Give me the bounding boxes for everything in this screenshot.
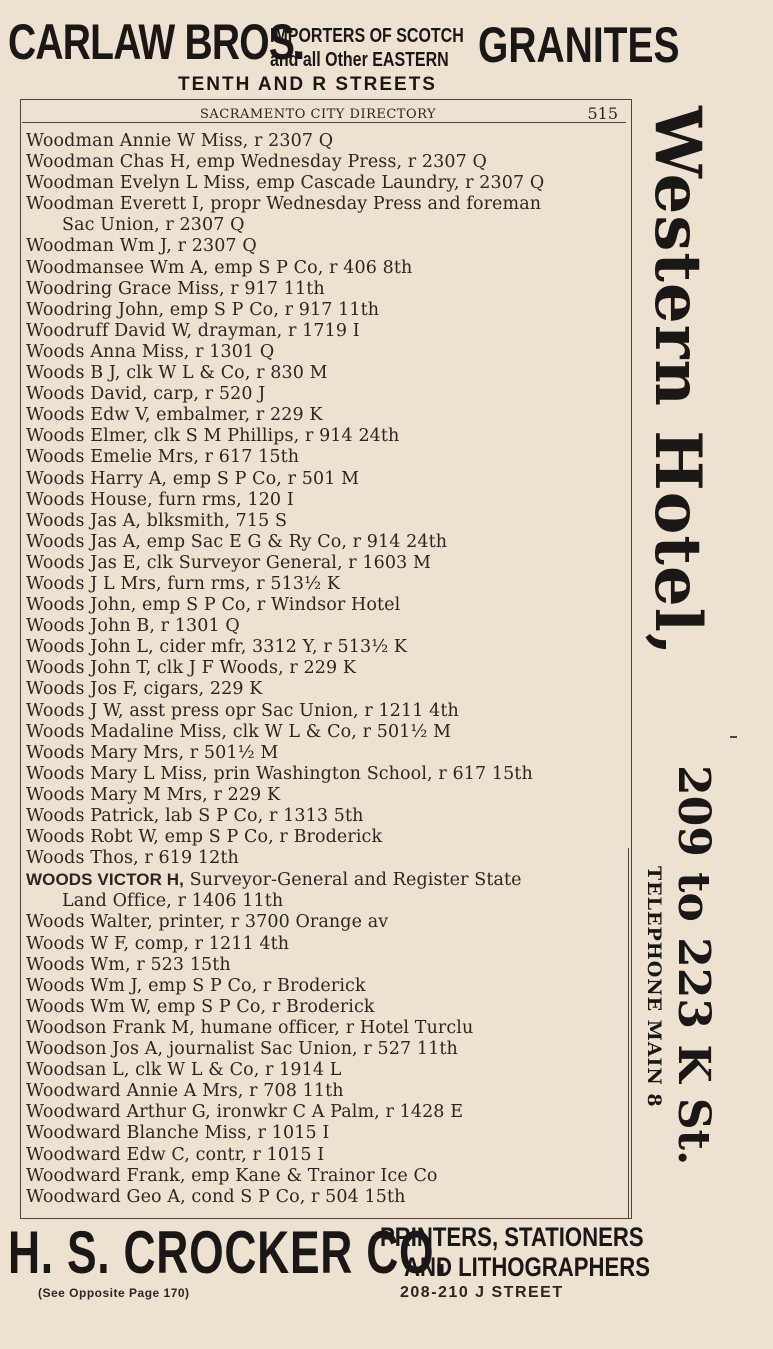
directory-entry [26,1102,626,1123]
entry-text: Woods Wm J, emp S P Co, r Broderick [26,975,366,996]
entry-text: Woodruff David W, drayman, r 1719 I [26,320,360,341]
directory-entry [26,131,626,152]
entry-continuation: Land Office, r 1406 11th [62,891,284,912]
entry-text: Woods J W, asst press opr Sac Union, r 1211 4th [26,700,459,721]
directory-entry [26,1166,626,1187]
lithographers-line: AND LITHOGRAPHERS [404,1252,651,1282]
hotel-address: 209 to 223 K St. [668,765,719,1166]
entry-text: Woods Thos, r 619 12th [26,848,239,869]
entry-text: Woodman Evelyn L Miss, emp Cascade Laundry, r 2307 Q [26,173,545,194]
entry-text: Woods Elmer, clk S M Phillips, r 914 24th [26,426,400,447]
printers-line: PRINTERS, STATIONERS [380,1222,644,1252]
directory-entry [26,279,626,300]
entry-text: Woods Mary L Miss, prin Washington School, r 617 15th [26,763,533,784]
directory-entry [26,955,626,976]
directory-entry [26,1081,626,1102]
entry-text: Woodman Chas H, emp Wednesday Press, r 2307 Q [26,152,487,173]
entry-text: Woods Mary Mrs, r 501½ M [26,742,279,763]
entry-text: Woodward Frank, emp Kane & Trainor Ice Co [26,1165,438,1186]
directory-entry [26,173,626,194]
directory-entry [26,342,626,363]
directory-entry [26,679,626,700]
entry-text: Woodward Edw C, contr, r 1015 I [26,1144,325,1165]
entry-text: Woodring Grace Miss, r 917 11th [26,278,325,299]
directory-entry [26,997,626,1018]
entry-text: Woods Robt W, emp S P Co, r Broderick [26,827,383,848]
entry-text: Woods Walter, printer, r 3700 Orange av [26,912,389,933]
directory-entry [26,511,626,532]
directory-entry [26,616,626,637]
top-advertisement [8,12,680,100]
directory-entry [26,447,626,468]
page-title: SACRAMENTO CITY DIRECTORY [200,107,437,122]
directory-entry [26,658,626,679]
directory-entry [26,701,626,722]
hotel-telephone: TELEPHONE MAIN 8 [643,866,665,1108]
page-number: 515 [587,104,618,123]
entry-text: Woods Jas E, clk Surveyor General, r 1603 M [26,552,432,573]
western-hotel-text: Western Hotel, [640,106,715,657]
importers-line2: and all Other EASTERN [270,49,449,71]
directory-entry [26,743,626,764]
directory-entry [26,384,626,405]
bottom-advertisement [0,1220,773,1340]
entry-text: Woods Jas A, emp Sac E G & Ry Co, r 914 24th [26,531,448,552]
entry-text: Woods Jos F, cigars, 229 K [26,679,263,700]
directory-entry [26,848,626,869]
directory-entry [26,321,626,342]
entry-text: Woods Jas A, blksmith, 715 S [26,510,288,531]
entry-text: Woodring John, emp S P Co, r 917 11th [26,299,380,320]
entry-text: Woods John L, cider mfr, 3312 Y, r 513½ K [26,637,408,658]
entry-continuation: Sac Union, r 2307 Q [62,215,245,236]
directory-entry [26,1145,626,1166]
directory-entry [26,236,626,257]
entry-text: Woods John B, r 1301 Q [26,616,240,637]
directory-entry [26,469,626,490]
entry-text: Woods Harry A, emp S P Co, r 501 M [26,468,360,489]
directory-entry [26,1187,626,1208]
directory-entry [26,869,626,912]
entry-text: Woodson Frank M, humane officer, r Hotel Turclu [26,1017,474,1038]
entry-text: Woodman Wm J, r 2307 Q [26,236,257,257]
directory-entry [26,806,626,827]
entry-text: Woods Edw V, embalmer, r 229 K [26,405,323,426]
directory-entry [26,490,626,511]
entry-text: Woods Madaline Miss, clk W L & Co, r 501½ M [26,721,452,742]
crocker-co-name: H. S. CROCKER CO. [8,1219,448,1286]
directory-entry [26,827,626,848]
directory-entry [26,363,626,384]
entry-text: Woods J L Mrs, furn rms, r 513½ K [26,573,341,594]
entry-text: Woods Wm, r 523 15th [26,954,231,975]
directory-entry [26,1018,626,1039]
entry-text: Woodward Blanche Miss, r 1015 I [26,1123,330,1144]
directory-entry [26,152,626,173]
entry-text: Woods John, emp S P Co, r Windsor Hotel [26,595,401,616]
directory-entry [26,1039,626,1060]
directory-entry [26,1060,626,1081]
entry-text: Woodmansee Wm A, emp S P Co, r 406 8th [26,257,413,278]
entry-text: Woodsan L, clk W L & Co, r 1914 L [26,1060,342,1081]
directory-entry [26,405,626,426]
directory-entries [26,131,626,1208]
directory-entry [26,976,626,997]
directory-entry [26,300,626,321]
carlaw-bros-name: CARLAW BROS. [8,14,305,70]
directory-entry [26,785,626,806]
entry-text: Woods Mary M Mrs, r 229 K [26,784,281,805]
entry-text: Woodman Everett I, propr Wednesday Press and foreman [26,194,542,215]
directory-entry [26,258,626,279]
entry-text: Woods John T, clk J F Woods, r 229 K [26,658,357,679]
directory-entry [26,553,626,574]
importers-line1: IMPORTERS OF SCOTCH [270,25,464,47]
margin-mark [730,736,737,738]
directory-entry [26,722,626,743]
crocker-address: 208-210 J STREET [400,1284,564,1301]
entry-text: Woodward Annie A Mrs, r 708 11th [26,1081,344,1102]
directory-entry [26,764,626,785]
header-rule [22,122,626,123]
entry-text: Woodward Arthur G, ironwkr C A Palm, r 1428 E [26,1102,464,1123]
entry-text: Woodson Jos A, journalist Sac Union, r 527 11th [26,1039,458,1060]
directory-entry [26,912,626,933]
directory-entry [26,194,626,236]
entry-text: Woods David, carp, r 520 J [26,384,266,405]
entry-text: Woods B J, clk W L & Co, r 830 M [26,363,328,384]
directory-entry [26,426,626,447]
entry-text: Woods Emelie Mrs, r 617 15th [26,447,300,468]
entry-text: Woods Wm W, emp S P Co, r Broderick [26,996,375,1017]
directory-entry [26,1123,626,1144]
directory-entry [26,637,626,658]
entry-text: Woods House, furn rms, 120 I [26,489,294,510]
directory-entry [26,532,626,553]
directory-entry [26,595,626,616]
entry-text: Woods Anna Miss, r 1301 Q [26,341,275,362]
entry-name: WOODS VICTOR H, [26,870,184,890]
page-header [22,104,622,122]
directory-entry [26,934,626,955]
entry-text: Surveyor-General and Register State [183,870,522,891]
importers-text [270,24,464,72]
side-divider [628,848,629,1218]
carlaw-address: TENTH AND R STREETS [178,74,437,95]
directory-entry [26,574,626,595]
entry-text: Woods W F, comp, r 1211 4th [26,933,290,954]
entry-text: Woods Patrick, lab S P Co, r 1313 5th [26,806,364,826]
entry-text: Woodward Geo A, cond S P Co, r 504 15th [26,1186,406,1207]
entry-text: Woodman Annie W Miss, r 2307 Q [26,131,334,151]
granites-text: GRANITES [478,17,680,73]
see-opposite-note: (See Opposite Page 170) [38,1286,190,1300]
